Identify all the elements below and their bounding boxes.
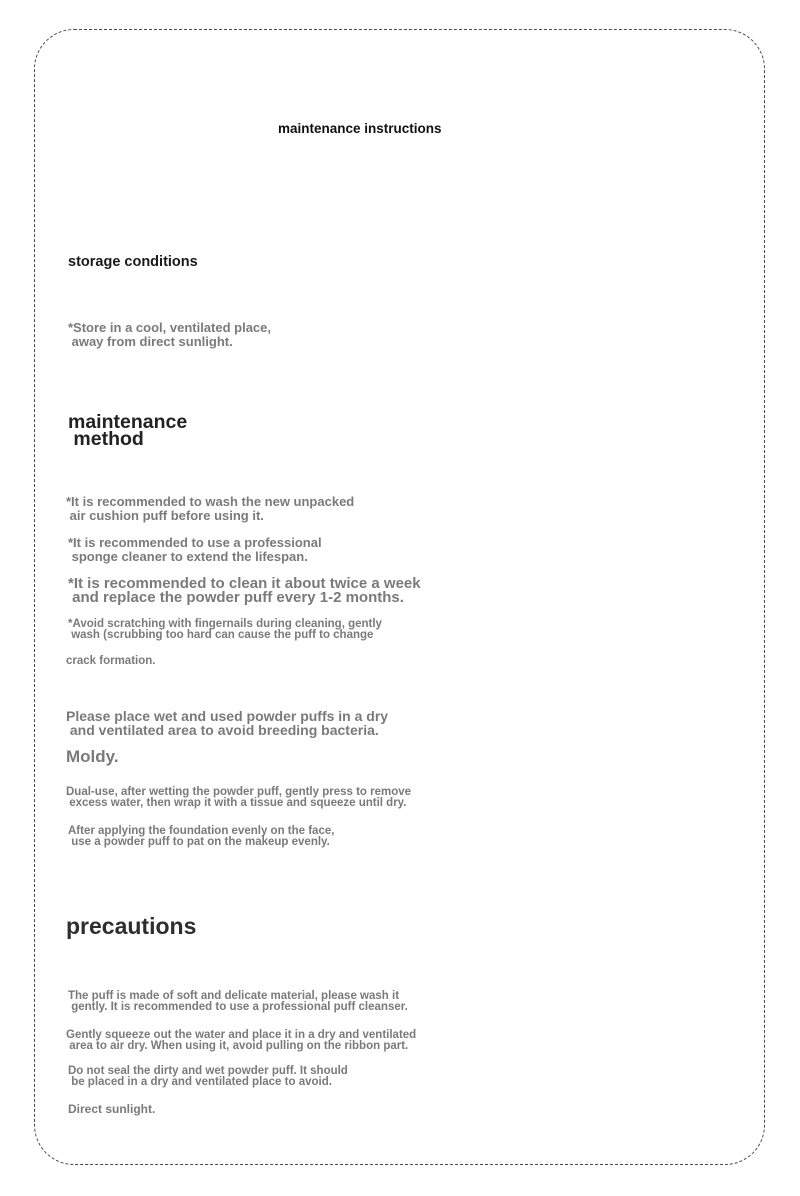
maintenance-tip: Please place wet and used powder puffs in a dry and ventilated area to avoid breeding bacteria. xyxy=(66,708,389,738)
maintenance-heading: maintenance method xyxy=(68,411,188,450)
storage-note: *Store in a cool, ventilated place, away from direct sunlight. xyxy=(68,320,272,349)
maintenance-tip: After applying the foundation evenly on the face, use a powder puff to pat on the makeup evenly. xyxy=(68,825,335,848)
maintenance-tip: crack formation. xyxy=(66,655,156,667)
maintenance-tip: *It is recommended to use a professional sponge cleaner to extend the lifespan. xyxy=(68,535,322,564)
page-title: maintenance instructions xyxy=(278,121,442,136)
maintenance-tip: *Avoid scratching with fingernails during cleaning, gently wash (scrubbing too hard can cause the puff to change xyxy=(68,618,382,641)
precaution-item: Direct sunlight. xyxy=(68,1102,156,1116)
storage-heading: storage conditions xyxy=(68,254,198,270)
maintenance-tip: *It is recommended to wash the new unpacked air cushion puff before using it. xyxy=(66,494,355,523)
precaution-item: Do not seal the dirty and wet powder puff. It should be placed in a dry and ventilated place to avoid. xyxy=(68,1065,348,1088)
precaution-item: The puff is made of soft and delicate material, please wash it gently. It is recommended to use a professional puff cleanser. xyxy=(68,990,408,1013)
maintenance-tip: Dual-use, after wetting the powder puff, gently press to remove excess water, then wrap it with a tissue and squeeze until dry. xyxy=(66,786,412,809)
precautions-heading: precautions xyxy=(66,913,197,939)
maintenance-tip: *It is recommended to clean it about twice a week and replace the powder puff every 1-2 months. xyxy=(68,575,421,606)
maintenance-tip: Moldy. xyxy=(66,747,119,766)
precaution-item: Gently squeeze out the water and place it in a dry and ventilated area to air dry. When using it, avoid pulling on the ribbon part. xyxy=(66,1029,417,1052)
